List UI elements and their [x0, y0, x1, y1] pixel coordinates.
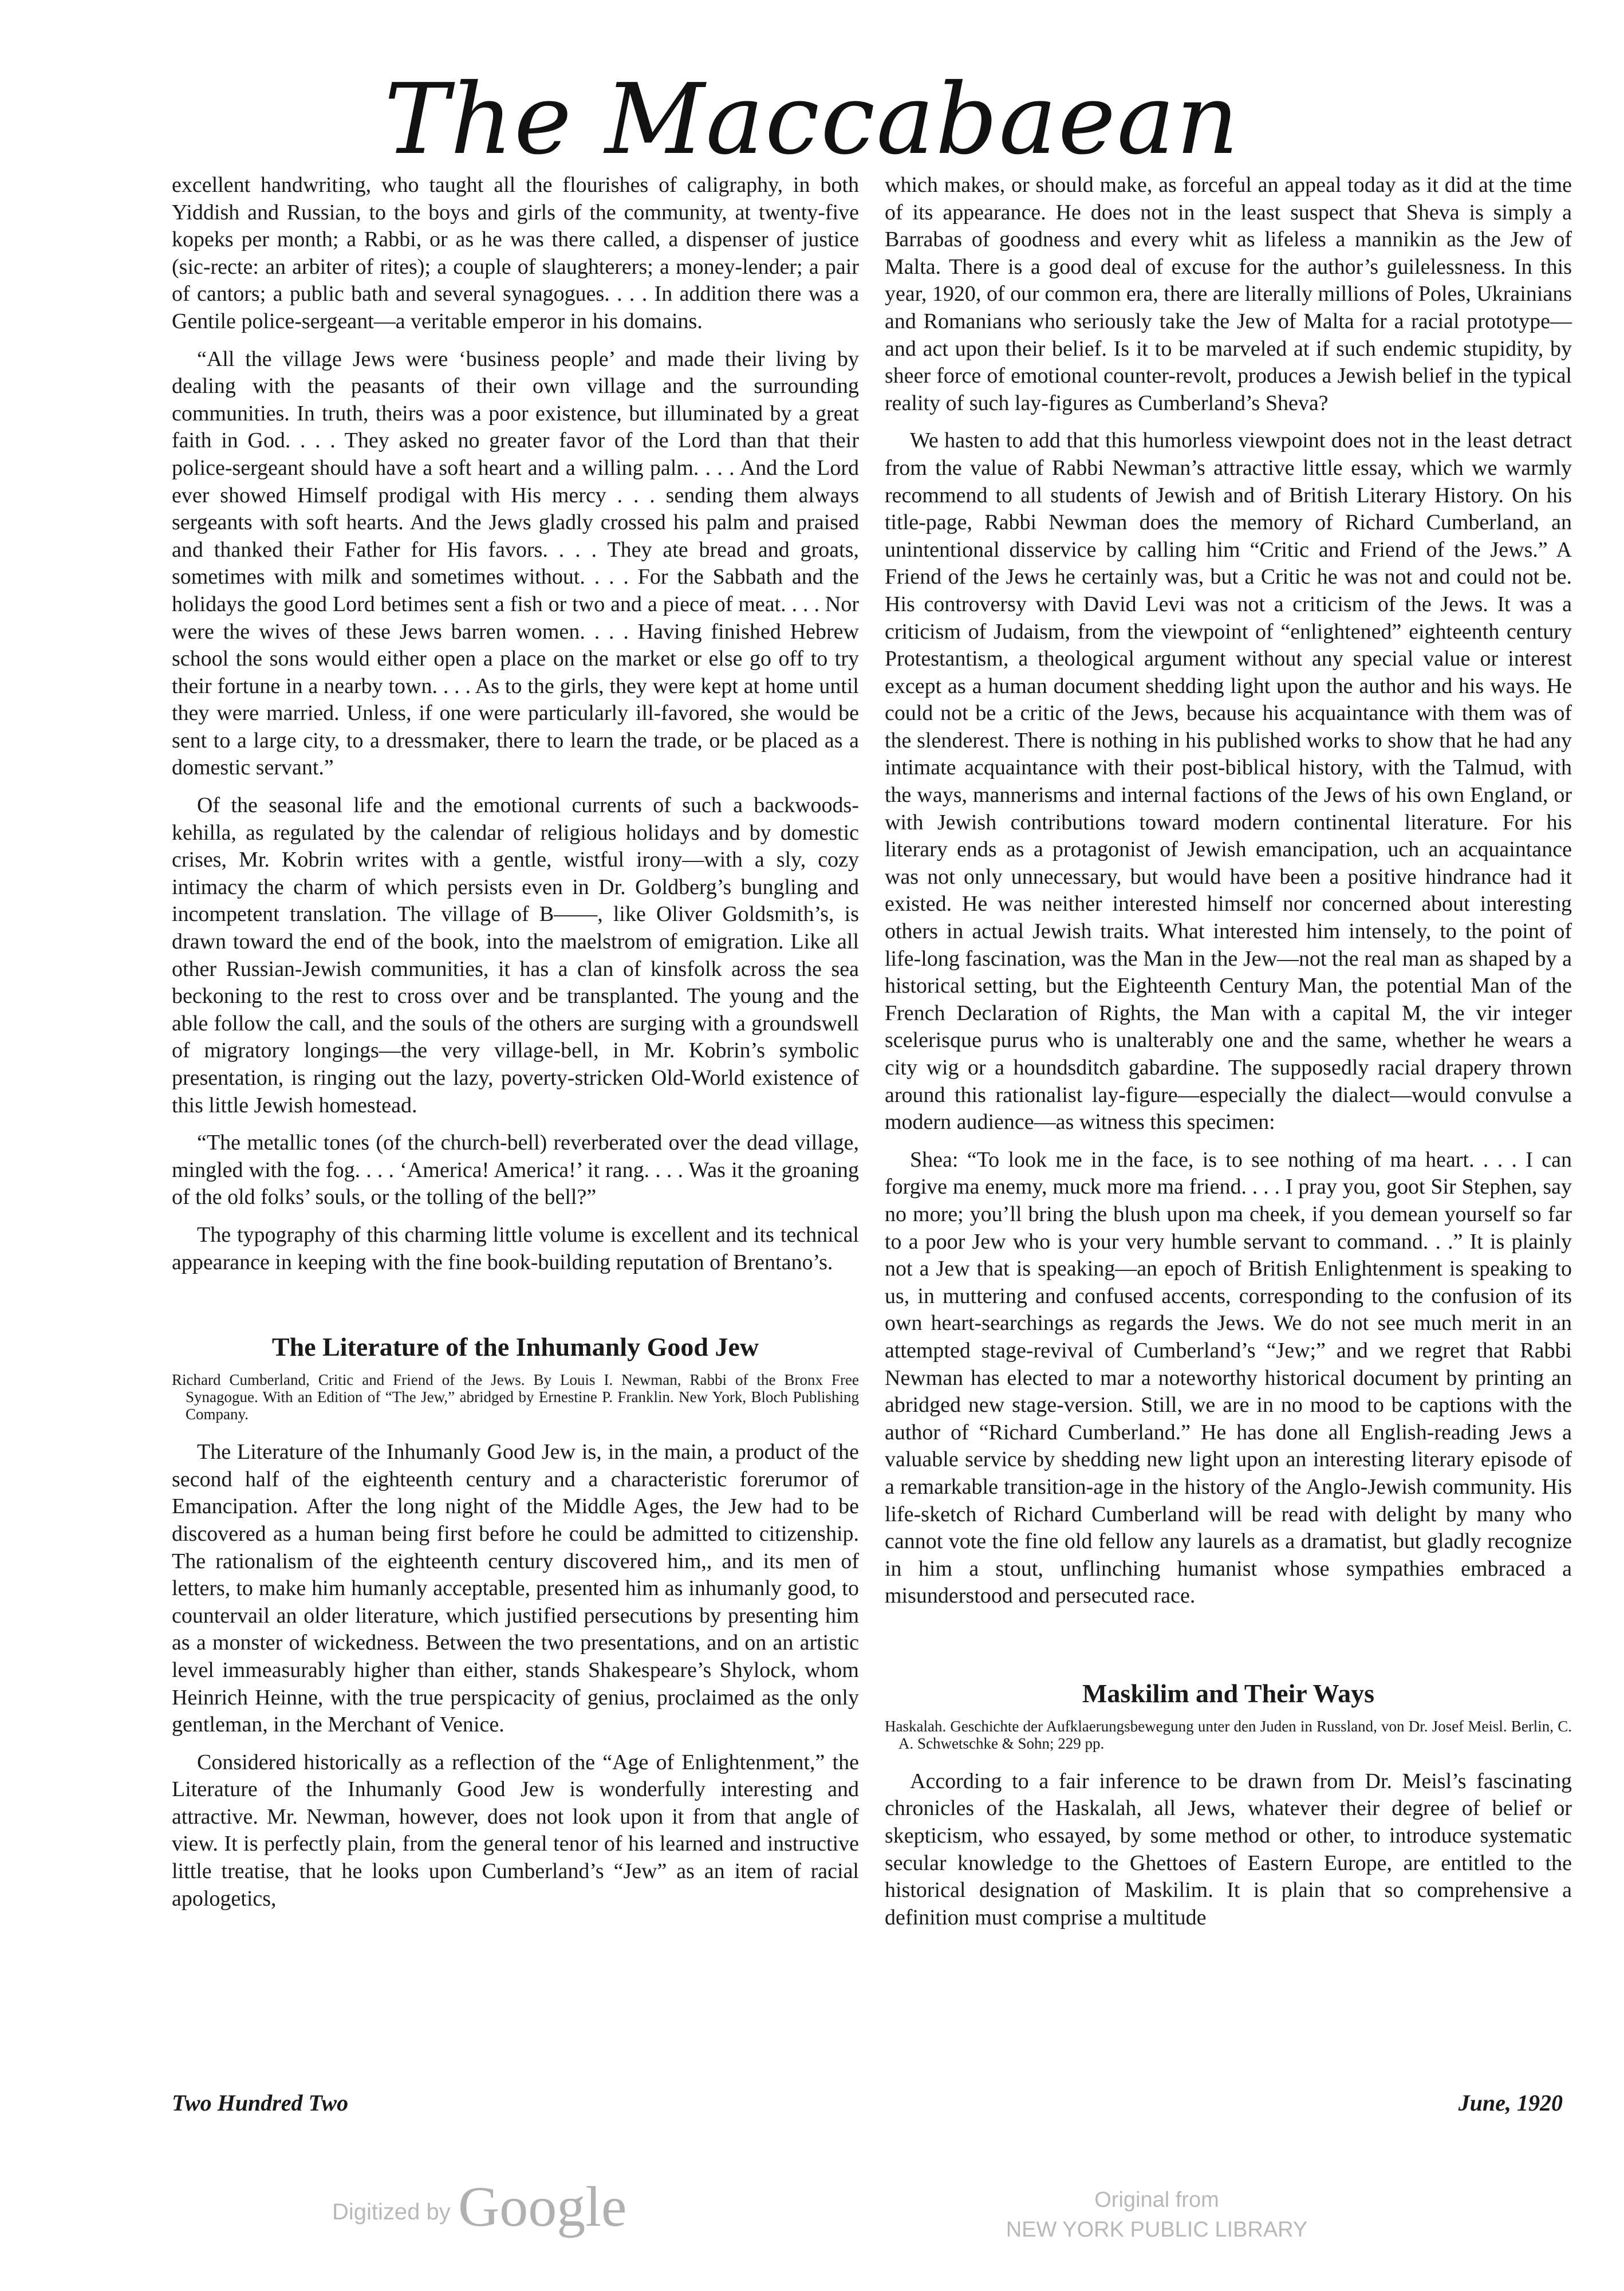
paragraph: which makes, or should make, as forceful an appeal today as it did at the time of its appearance. He does not in the least suspect that Sheva is simply a Barrabas of goodness and every whit as lifeless a mannikin as the Jew of Malta. There is a good deal of excuse for the author’s guilelessness. In this year, 1920, of our common era, there are literally millions of Poles, Ukrainians and Romanians who seriously take the Jew of Malta for a racial prototype—and act upon their belief. Is it to be marveled at if such endemic stupidity, by sheer force of emotional counter-revolt, produces a Jewish belief in the typical reality of such lay-figures as Cumberland’s Sheva? — [885, 173, 1572, 415]
original-from-label: Original from — [1094, 2188, 1219, 2212]
paragraph: The Literature of the Inhumanly Good Jew is, in the main, a product of the second half of the eighteenth century and a characteristic forerumor of Emancipation. After the long night of the Middle Ages, the Jew had to be discovered as a human being first before he could be admitted to citizenship. The rationalism of the eighteenth century discovered him,, and its men of letters, to make him humanly acceptable, presented him as inhumanly good, to countervail an older literature, which justified persecutions by presenting him as a monster of wickedness. Between the two presentations, and on an artistic level immeasurably higher than either, stands Shakespeare’s Shylock, whom Heinrich Heinne, with the true perspicacity of genius, proclaimed as the only gentleman, in the Merchant of Venice. — [172, 1440, 859, 1737]
page-number-label: Two Hundred Two — [172, 2090, 349, 2116]
book-citation: Haskalah. Geschichte der Aufklaerungsbewegung unter den Juden in Russland, von Dr. Josef Meisl. Berlin, C. A. Schwetschke & Sohn; 229 pp. — [885, 1717, 1572, 1752]
book-citation: Richard Cumberland, Critic and Friend of the Jews. By Louis I. Newman, Rabbi of the Bronx Free Synagogue. With an Edition of “The Jew,” abridged by Ernestine P. Franklin. New York, Bloch Publishing Company. — [172, 1371, 859, 1423]
library-name: NEW YORK PUBLIC LIBRARY — [1006, 2218, 1308, 2242]
right-column — [885, 172, 1572, 1942]
paragraph: “All the village Jews were ‘business people’ and made their living by dealing with the peasants of their own village and the surrounding communities. In truth, theirs was a poor existence, but illuminated by a great faith in God. . . . They asked no greater favor of the Lord than that their police-sergeant should have a soft heart and a willing palm. . . . And the Lord ever showed Himself prodigal with His mercy . . . sending them always sergeants with soft hearts. And the Jews gladly crossed his palm and praised and thanked their Father for His favors. . . . They ate bread and groats, sometimes with milk and sometimes without. . . . For the Sabbath and the holidays the good Lord betimes sent a fish or two and a piece of meat. . . . Nor were the wives of these Jews barren women. . . . Having finished Hebrew school the sons would either open a place on the market or else go off to try their fortune in a nearby town. . . . As to the girls, they were kept at home until they were married. Unless, if one were particularly ill-favored, she would be sent to a large city, to a dressmaker, there to learn the trade, or be placed as a domestic servant.” — [172, 347, 859, 780]
issue-date-label: June, 1920 — [1458, 2090, 1563, 2116]
google-logo: Google — [458, 2175, 627, 2238]
paragraph: We hasten to add that this humorless viewpoint does not in the least detract from the value of Rabbi Newman’s attractive little essay, which we warmly recommend to all students of Jewish and of British Literary History. On his title-page, Rabbi Newman does the memory of Richard Cumberland, an unintentional disservice by calling him “Critic and Friend of the Jews.” A Friend of the Jews he certainly was, but a Critic he was not and could not be. His controversy with David Levi was not a criticism of the Jews. It was a criticism of Judaism, from the viewpoint of “enlightened” eighteenth century Protestantism, a theological argument without any special value or interest except as a human document shedding light upon the author and his ways. He could not be a critic of the Jews, because his acquaintance with them was of the slenderest. There is nothing in his published works to show that he had any intimate acquaintance with their post-biblical history, with the Talmud, with the ways, mannerisms and internal factions of the Jews of his own England, or with Jewish contributions toward modern continental literature. For his literary ends as a protagonist of Jewish emancipation, uch an acquaintance was not only unnecessary, but would have been a positive hindrance had it existed. He was neither interested himself nor concerned about interesting others in actual Jewish traits. What interested him intensely, to the point of life-long fascination, was the Man in the Jew—not the real man as shaped by a historical setting, but the Eighteenth Century Man, the potential Man of the French Declaration of Rights, the Man with a capital M, the vir integer scelerisque purus who is unalterably one and the same, whether he wears a city wig or a houndsditch gabardine. The supposedly racial drapery thrown around this rationalist lay-figure—especially the dialect—would convulse a modern audience—as witness this specimen: — [885, 428, 1572, 1135]
left-column — [172, 172, 859, 1923]
paragraph: “The metallic tones (of the church-bell) reverberated over the dead village, mingled with the fog. . . . ‘America! America!’ it rang. . . . Was it the groaning of the old folks’ souls, or the tolling of the bell?” — [172, 1131, 859, 1210]
paragraph: excellent handwriting, who taught all the flourishes of caligraphy, in both Yiddish and Russian, to the boys and girls of the community, at twenty-five kopeks per month; a Rabbi, or as he was there called, a dispenser of justice (sic-recte: an arbiter of rites); a couple of slaughterers; a money-lender; a pair of cantors; a public bath and several synagogues. . . . In addition there was a Gentile police-sergeant—a veritable emperor in his domains. — [172, 173, 859, 333]
paragraph: Of the seasonal life and the emotional currents of such a backwoods-kehilla, as regulated by the calendar of religious holidays and by domestic crises, Mr. Kobrin writes with a gentle, wistful irony—with a sly, cozy intimacy the charm of which persists even in Dr. Goldberg’s bungling and incompetent translation. The village of B——, like Oliver Goldsmith’s, is drawn toward the end of the book, into the maelstrom of emigration. Like all other Russian-Jewish communities, it has a clan of kinsfolk across the sea beckoning to the rest to cross over and be transplanted. The young and the able follow the call, and the souls of the others are surging with a groundswell of migratory longings—the very village-bell, in Mr. Kobrin’s symbolic presentation, is ringing out the lazy, poverty-stricken Old-World existence of this little Jewish homestead. — [172, 793, 859, 1117]
paragraph: According to a fair inference to be drawn from Dr. Meisl’s fascinating chronicles of the Haskalah, all Jews, whatever their degree of belief or skepticism, who essayed, by some method or other, to introduce systematic secular knowledge to the Ghettoes of Eastern Europe, are entitled to the historical designation of Maskilim. It is plain that so comprehensive a definition must comprise a multitude — [885, 1769, 1572, 1930]
digitized-by-label: Digitized by — [332, 2199, 451, 2225]
masthead-title: The Maccabaean — [384, 63, 1240, 176]
section-heading: Maskilim and Their Ways — [1082, 1678, 1374, 1708]
library-credit — [973, 2185, 1340, 2245]
section-heading: The Literature of the Inhumanly Good Jew — [271, 1332, 759, 1362]
paragraph: Considered historically as a reflection of the “Age of Enlightenment,” the Literature of the Inhumanly Good Jew is wonderfully interesting and attractive. Mr. Newman, however, does not look upon it from that angle of view. It is perfectly plain, from the general tenor of his learned and instructive little treatise, that he looks upon Cumberland’s “Jew” as an item of racial apologetics, — [172, 1750, 859, 1911]
paragraph: Shea: “To look me in the face, is to see nothing of ma heart. . . . I can forgive ma enemy, muck more ma friend. . . . I pray you, goot Sir Stephen, say no more; you’ll bring the blush upon ma cheek, if you demean yourself so far to a poor Jew who is your very humble servant to command. . .” It is plainly not a Jew that is speaking—an epoch of British Enlightenment is speaking to us, in muttering and confused accents, corresponding to the confusion of its own heart-searchings as regards the Jews. We do not see much merit in an attempted stage-revival of Cumberland’s “Jew;” and we regret that Rabbi Newman has elected to mar a noteworthy historical document by printing an abridged new stage-version. Still, we are in no mood to be captions with the author of “Richard Cumberland.” He has done all English-reading Jews a valuable service by shedding new light upon an interesting literary episode of a remarkable transition-age in the history of the Anglo-Jewish community. His life-sketch of Richard Cumberland will be read with delight by many who cannot vote the fine old fellow any laurels as a dramatist, but gladly recognize in him a stout, unflinching humanist whose sympathies embraced a misunderstood and persecuted race. — [885, 1147, 1572, 1608]
paragraph: The typography of this charming little volume is excellent and its technical appearance in keeping with the fine book-building reputation of Brentano’s. — [172, 1222, 859, 1274]
